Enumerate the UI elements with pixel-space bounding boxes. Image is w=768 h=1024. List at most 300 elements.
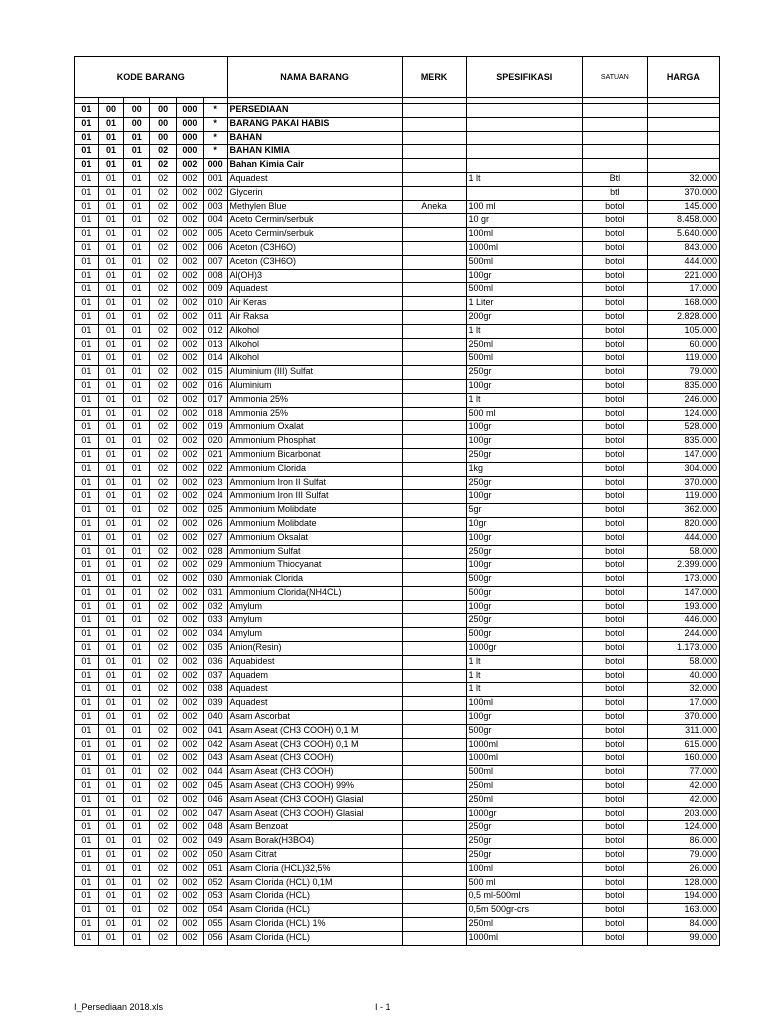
code-cell: 02 — [150, 890, 177, 904]
satuan-cell: botol — [582, 241, 647, 255]
satuan-cell: botol — [582, 780, 647, 794]
harga-cell: 160.000 — [647, 752, 719, 766]
code-cell: 01 — [124, 255, 150, 269]
item-code-cell: 047 — [203, 807, 227, 821]
category-row — [75, 159, 720, 173]
code-cell: 01 — [124, 200, 150, 214]
code-cell: 002 — [176, 559, 203, 573]
harga-cell: 168.000 — [647, 297, 719, 311]
harga-cell: 370.000 — [647, 711, 719, 725]
code-cell: 01 — [75, 835, 99, 849]
code-cell: 01 — [124, 655, 150, 669]
code-cell: 002 — [176, 669, 203, 683]
code-cell: 02 — [150, 393, 177, 407]
nama-barang-cell: Ammonium Oxalat — [227, 421, 402, 435]
code-cell: 01 — [124, 324, 150, 338]
harga-cell: 147.000 — [647, 586, 719, 600]
code-cell: 01 — [75, 104, 99, 118]
satuan-cell: botol — [582, 793, 647, 807]
satuan-cell: botol — [582, 504, 647, 518]
table-row — [75, 862, 720, 876]
table-row — [75, 241, 720, 255]
code-cell: 002 — [176, 297, 203, 311]
code-cell: 01 — [98, 559, 124, 573]
merk-cell — [402, 931, 466, 945]
code-cell: 01 — [75, 545, 99, 559]
code-cell: 01 — [124, 669, 150, 683]
table-row — [75, 421, 720, 435]
code-cell: 02 — [150, 255, 177, 269]
spesifikasi-cell: 500 ml — [466, 407, 582, 421]
item-code-cell: 020 — [203, 435, 227, 449]
spesifikasi-cell: 100gr — [466, 269, 582, 283]
nama-barang-cell: Aquadest — [227, 172, 402, 186]
code-cell: 01 — [98, 862, 124, 876]
spesifikasi-cell: 100 ml — [466, 200, 582, 214]
table-row — [75, 683, 720, 697]
spesifikasi-cell: 500ml — [466, 283, 582, 297]
table-row — [75, 490, 720, 504]
code-cell: 002 — [176, 642, 203, 656]
code-cell: 01 — [75, 117, 99, 131]
merk-cell — [402, 421, 466, 435]
code-cell: 02 — [150, 683, 177, 697]
code-cell: 01 — [124, 545, 150, 559]
nama-barang-cell: Glycerin — [227, 186, 402, 200]
code-cell: 02 — [150, 297, 177, 311]
code-cell: 000 — [176, 131, 203, 145]
code-cell: 01 — [75, 849, 99, 863]
code-cell: 01 — [124, 338, 150, 352]
code-cell: 02 — [150, 310, 177, 324]
nama-barang-cell: Ammonium Iron III Sulfat — [227, 490, 402, 504]
satuan-cell: botol — [582, 904, 647, 918]
merk-cell — [402, 669, 466, 683]
table-row — [75, 352, 720, 366]
code-cell: 01 — [124, 724, 150, 738]
harga-cell: 221.000 — [647, 269, 719, 283]
item-code-cell: 008 — [203, 269, 227, 283]
item-code-cell: 054 — [203, 904, 227, 918]
item-code-cell: 015 — [203, 366, 227, 380]
merk-cell — [402, 228, 466, 242]
spesifikasi-cell: 250gr — [466, 476, 582, 490]
table-row — [75, 186, 720, 200]
harga-cell: 79.000 — [647, 366, 719, 380]
harga-cell: 79.000 — [647, 849, 719, 863]
code-cell: 01 — [98, 642, 124, 656]
spesifikasi-cell: 100gr — [466, 421, 582, 435]
nama-barang-cell: Air Raksa — [227, 310, 402, 324]
code-cell: 00 — [150, 131, 177, 145]
code-cell: 01 — [98, 172, 124, 186]
code-cell: 01 — [98, 697, 124, 711]
nama-barang-cell: Ammonium Sulfat — [227, 545, 402, 559]
harga-cell: 2.828.000 — [647, 310, 719, 324]
nama-barang-cell: Ammonium Iron II Sulfat — [227, 476, 402, 490]
code-cell: 01 — [124, 793, 150, 807]
harga-cell: 17.000 — [647, 283, 719, 297]
code-cell: 01 — [98, 448, 124, 462]
code-cell: 01 — [75, 393, 99, 407]
code-cell: 002 — [176, 462, 203, 476]
code-cell: 01 — [98, 821, 124, 835]
code-cell: 01 — [124, 531, 150, 545]
code-cell: 02 — [150, 462, 177, 476]
code-cell: 01 — [98, 738, 124, 752]
spesifikasi-cell: 250gr — [466, 614, 582, 628]
satuan-cell: botol — [582, 269, 647, 283]
spesifikasi-cell: 5gr — [466, 504, 582, 518]
code-cell: 002 — [176, 655, 203, 669]
merk-cell — [402, 379, 466, 393]
code-cell: 002 — [176, 918, 203, 932]
satuan-cell: botol — [582, 366, 647, 380]
code-cell: 01 — [124, 283, 150, 297]
code-cell: 01 — [75, 255, 99, 269]
harga-cell: 370.000 — [647, 476, 719, 490]
nama-barang-cell: PERSEDIAAN — [227, 104, 402, 118]
harga-cell: 615.000 — [647, 738, 719, 752]
nama-barang-cell: Asam Aseat (CH3 COOH) Glasial — [227, 793, 402, 807]
item-code-cell: 006 — [203, 241, 227, 255]
code-cell: 01 — [124, 807, 150, 821]
code-cell: 01 — [124, 159, 150, 173]
merk-cell — [402, 241, 466, 255]
spesifikasi-cell — [466, 159, 582, 173]
table-row — [75, 324, 720, 338]
merk-cell — [402, 573, 466, 587]
code-cell: 01 — [75, 697, 99, 711]
table-row — [75, 849, 720, 863]
harga-cell: 42.000 — [647, 780, 719, 794]
code-cell: 01 — [75, 214, 99, 228]
code-cell: 02 — [150, 517, 177, 531]
code-cell: 01 — [124, 172, 150, 186]
code-cell: 01 — [98, 876, 124, 890]
harga-cell: 32.000 — [647, 172, 719, 186]
nama-barang-cell: Bahan Kimia Cair — [227, 159, 402, 173]
code-cell: * — [203, 104, 227, 118]
code-cell: 01 — [98, 752, 124, 766]
merk-cell — [402, 310, 466, 324]
code-cell: 002 — [176, 283, 203, 297]
spesifikasi-cell: 1 lt — [466, 655, 582, 669]
code-cell: 02 — [150, 228, 177, 242]
code-cell: 01 — [75, 228, 99, 242]
code-cell: 01 — [75, 283, 99, 297]
code-cell: 01 — [124, 241, 150, 255]
nama-barang-cell: BAHAN KIMIA — [227, 145, 402, 159]
item-code-cell: 029 — [203, 559, 227, 573]
table-row — [75, 642, 720, 656]
code-cell: 01 — [75, 338, 99, 352]
satuan-cell: botol — [582, 559, 647, 573]
code-cell: 01 — [98, 849, 124, 863]
satuan-cell: botol — [582, 849, 647, 863]
code-cell: 01 — [75, 807, 99, 821]
header-nama-barang: NAMA BARANG — [227, 57, 402, 98]
code-cell: 01 — [98, 214, 124, 228]
code-cell: 01 — [124, 366, 150, 380]
satuan-cell: botol — [582, 200, 647, 214]
code-cell: 02 — [150, 904, 177, 918]
code-cell: 01 — [98, 283, 124, 297]
merk-cell — [402, 490, 466, 504]
code-cell: 01 — [98, 614, 124, 628]
code-cell: 01 — [98, 890, 124, 904]
satuan-cell: botol — [582, 628, 647, 642]
code-cell: 01 — [124, 186, 150, 200]
code-cell: 01 — [75, 269, 99, 283]
nama-barang-cell: Aquabidest — [227, 655, 402, 669]
satuan-cell: botol — [582, 711, 647, 725]
code-cell: 002 — [176, 393, 203, 407]
code-cell: 01 — [124, 683, 150, 697]
table-row — [75, 172, 720, 186]
nama-barang-cell: Asam Aseat (CH3 COOH) Glasial — [227, 807, 402, 821]
item-code-cell: 034 — [203, 628, 227, 642]
code-cell: 01 — [124, 614, 150, 628]
code-cell: 02 — [150, 407, 177, 421]
code-cell: 01 — [124, 918, 150, 932]
header-harga: HARGA — [647, 57, 719, 98]
code-cell: 01 — [124, 379, 150, 393]
merk-cell — [402, 766, 466, 780]
nama-barang-cell: Aceto Cermin/serbuk — [227, 228, 402, 242]
table-row — [75, 448, 720, 462]
item-code-cell: 048 — [203, 821, 227, 835]
code-cell: 002 — [176, 159, 203, 173]
harga-cell: 77.000 — [647, 766, 719, 780]
code-cell: 01 — [75, 752, 99, 766]
code-cell: 002 — [176, 200, 203, 214]
harga-cell: 444.000 — [647, 255, 719, 269]
table-row — [75, 310, 720, 324]
merk-cell — [402, 642, 466, 656]
code-cell: 01 — [124, 490, 150, 504]
code-cell: 02 — [150, 642, 177, 656]
item-code-cell: 043 — [203, 752, 227, 766]
code-cell: 002 — [176, 531, 203, 545]
satuan-cell: botol — [582, 655, 647, 669]
item-code-cell: 009 — [203, 283, 227, 297]
merk-cell — [402, 517, 466, 531]
code-cell: 01 — [98, 366, 124, 380]
satuan-cell: botol — [582, 752, 647, 766]
code-cell: 02 — [150, 862, 177, 876]
satuan-cell: botol — [582, 614, 647, 628]
code-cell: 01 — [124, 849, 150, 863]
table-row — [75, 393, 720, 407]
nama-barang-cell: Ammoniak Clorida — [227, 573, 402, 587]
nama-barang-cell: Aquadem — [227, 669, 402, 683]
code-cell: 01 — [124, 876, 150, 890]
code-cell: 002 — [176, 448, 203, 462]
nama-barang-cell: Asam Aseat (CH3 COOH) — [227, 752, 402, 766]
code-cell: 02 — [150, 614, 177, 628]
code-cell: 02 — [150, 324, 177, 338]
satuan-cell: botol — [582, 669, 647, 683]
code-cell: 01 — [98, 352, 124, 366]
item-code-cell: 002 — [203, 186, 227, 200]
satuan-cell — [582, 104, 647, 118]
header-merk: MERK — [402, 57, 466, 98]
harga-cell: 843.000 — [647, 241, 719, 255]
code-cell: 002 — [176, 711, 203, 725]
merk-cell — [402, 807, 466, 821]
code-cell: 000 — [176, 117, 203, 131]
code-cell: 002 — [176, 600, 203, 614]
item-code-cell: 005 — [203, 228, 227, 242]
code-cell: 01 — [98, 324, 124, 338]
code-cell: 002 — [176, 269, 203, 283]
code-cell: 01 — [124, 711, 150, 725]
code-cell: 002 — [176, 724, 203, 738]
spesifikasi-cell: 1000ml — [466, 241, 582, 255]
nama-barang-cell: Asam Clorida (HCL) 1% — [227, 918, 402, 932]
nama-barang-cell: Air Keras — [227, 297, 402, 311]
merk-cell — [402, 145, 466, 159]
code-cell: 01 — [98, 931, 124, 945]
code-cell: 01 — [75, 918, 99, 932]
code-cell: 002 — [176, 835, 203, 849]
spesifikasi-cell: 250ml — [466, 780, 582, 794]
satuan-cell: botol — [582, 462, 647, 476]
item-code-cell: 021 — [203, 448, 227, 462]
header-satuan: SATUAN — [582, 57, 647, 98]
code-cell: 01 — [124, 504, 150, 518]
header-kode-barang: KODE BARANG — [75, 57, 228, 98]
item-code-cell: 035 — [203, 642, 227, 656]
code-cell: 01 — [98, 711, 124, 725]
code-cell: 002 — [176, 214, 203, 228]
spesifikasi-cell: 100gr — [466, 379, 582, 393]
merk-cell — [402, 324, 466, 338]
harga-cell: 86.000 — [647, 835, 719, 849]
satuan-cell: botol — [582, 517, 647, 531]
merk-cell — [402, 186, 466, 200]
code-cell: 02 — [150, 697, 177, 711]
code-cell: 01 — [124, 628, 150, 642]
satuan-cell: btl — [582, 186, 647, 200]
item-code-cell: 055 — [203, 918, 227, 932]
item-code-cell: 023 — [203, 476, 227, 490]
code-cell: 02 — [150, 448, 177, 462]
code-cell: 01 — [75, 407, 99, 421]
spesifikasi-cell: 250ml — [466, 338, 582, 352]
table-row — [75, 200, 720, 214]
code-cell: 01 — [98, 793, 124, 807]
code-cell: 01 — [75, 448, 99, 462]
harga-cell: 528.000 — [647, 421, 719, 435]
code-cell: 01 — [75, 711, 99, 725]
code-cell: 02 — [150, 283, 177, 297]
nama-barang-cell: Aceton (C3H6O) — [227, 241, 402, 255]
item-code-cell: 051 — [203, 862, 227, 876]
code-cell: 01 — [98, 835, 124, 849]
item-code-cell: 033 — [203, 614, 227, 628]
code-cell: 02 — [150, 724, 177, 738]
nama-barang-cell: Asam Benzoat — [227, 821, 402, 835]
code-cell: 02 — [150, 545, 177, 559]
harga-cell: 246.000 — [647, 393, 719, 407]
item-code-cell: 050 — [203, 849, 227, 863]
item-code-cell: 030 — [203, 573, 227, 587]
inventory-sheet — [74, 56, 720, 946]
code-cell: 01 — [75, 159, 99, 173]
code-cell: 002 — [176, 241, 203, 255]
code-cell: 01 — [75, 366, 99, 380]
satuan-cell: botol — [582, 862, 647, 876]
harga-cell — [647, 104, 719, 118]
spesifikasi-cell: 250gr — [466, 821, 582, 835]
spesifikasi-cell: 250ml — [466, 793, 582, 807]
code-cell: 02 — [150, 421, 177, 435]
table-row — [75, 504, 720, 518]
code-cell: 01 — [98, 338, 124, 352]
code-cell: 01 — [124, 228, 150, 242]
table-row — [75, 476, 720, 490]
item-code-cell: 012 — [203, 324, 227, 338]
code-cell: 002 — [176, 890, 203, 904]
code-cell: 01 — [75, 931, 99, 945]
satuan-cell: botol — [582, 448, 647, 462]
spesifikasi-cell: 250gr — [466, 849, 582, 863]
table-row — [75, 890, 720, 904]
code-cell: 002 — [176, 490, 203, 504]
merk-cell — [402, 752, 466, 766]
satuan-cell: botol — [582, 297, 647, 311]
spesifikasi-cell — [466, 104, 582, 118]
table-row — [75, 807, 720, 821]
code-cell: 00 — [124, 117, 150, 131]
spesifikasi-cell: 100gr — [466, 435, 582, 449]
code-cell: 02 — [150, 711, 177, 725]
harga-cell: 119.000 — [647, 352, 719, 366]
code-cell: 002 — [176, 435, 203, 449]
code-cell: 00 — [150, 104, 177, 118]
code-cell: 01 — [75, 462, 99, 476]
spesifikasi-cell: 500ml — [466, 255, 582, 269]
satuan-cell: botol — [582, 642, 647, 656]
code-cell: 02 — [150, 752, 177, 766]
code-cell: 002 — [176, 849, 203, 863]
code-cell: 01 — [124, 697, 150, 711]
code-cell: 01 — [98, 807, 124, 821]
table-row — [75, 366, 720, 380]
code-cell: 002 — [176, 793, 203, 807]
harga-cell: 835.000 — [647, 379, 719, 393]
code-cell: 01 — [124, 752, 150, 766]
table-row — [75, 586, 720, 600]
table-row — [75, 724, 720, 738]
merk-cell — [402, 435, 466, 449]
merk-cell: Aneka — [402, 200, 466, 214]
code-cell: 02 — [150, 241, 177, 255]
nama-barang-cell: Amylum — [227, 628, 402, 642]
spesifikasi-cell: 1 lt — [466, 324, 582, 338]
code-cell: 002 — [176, 697, 203, 711]
merk-cell — [402, 159, 466, 173]
spesifikasi-cell: 0,5m 500gr-crs — [466, 904, 582, 918]
code-cell: 01 — [75, 862, 99, 876]
merk-cell — [402, 504, 466, 518]
code-cell: 01 — [98, 131, 124, 145]
table-row — [75, 614, 720, 628]
code-cell: 01 — [75, 186, 99, 200]
code-cell: 002 — [176, 504, 203, 518]
